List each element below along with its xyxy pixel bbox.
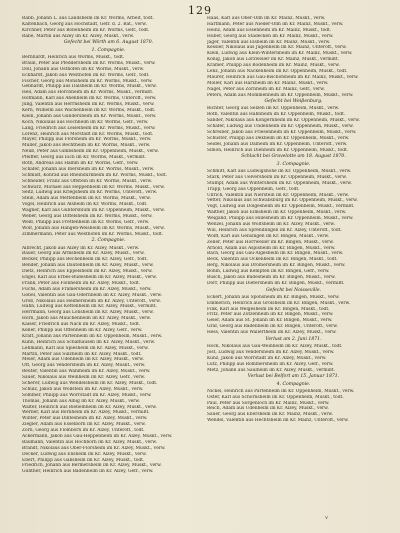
casualty-entry: Seitz, Ludwig aus Kriegsheim im Kr. Worms, Unteroff., verw. xyxy=(22,190,158,196)
casualty-entry: Kessler, Nikolaus aus Jugenheim im Kr. Mainz, Unteroff., verw. xyxy=(207,45,347,51)
casualty-entry: Ott, Georg aus Vendersheim im Kr. Alzey, Muskt., verw. xyxy=(22,363,146,369)
casualty-entry: Kaiser, Friedrich aus Nack im Kr. Alzey, Muskt., todt. xyxy=(22,322,141,328)
casualty-entry: Schuster, Philipp aus Dexheim im Kr. Oppenheim, Muskt., verw. xyxy=(207,135,350,141)
casualty-entry: Möller, Karl aus Harxheim im Kr. Mainz, Muskt., verw. xyxy=(207,80,329,86)
casualty-entry: Zorn, Georg aus Flomborn im Kr. Alzey, Unteroff., todt. xyxy=(22,428,145,434)
casualty-entry: Lang, Friedrich aus Leiselheim im Kr. Worms, Muskt., verw. xyxy=(22,125,156,131)
casualty-entry: Maurer, Heinrich aus Gau-Bischofsheim im Kr. Mainz, Muskt., verw. xyxy=(207,74,359,80)
casualty-entry: Ebert, Philipp aus Gabsheim im Kr. Alzey, Muskt., todt. xyxy=(22,457,145,463)
section-heading: Gefecht bei Noisseville. xyxy=(265,287,322,293)
casualty-entry: Wolff, Karl aus Gensingen im Kr. Bingen, Muskt., verw. xyxy=(207,233,330,239)
casualty-entry: Kern, Wilhelm aus Wachenheim im Kr. Worms, Muskt., todt. xyxy=(22,107,156,113)
casualty-entry: Stumpf, Adam aus Wintersheim im Kr. Oppenheim, Muskt., verw. xyxy=(207,180,352,186)
section-heading: 1. Compagnie. xyxy=(91,47,126,53)
casualty-entry: Kraft, Johann aus Partenheim im Kr. Oppenheim, Muskt., verw. xyxy=(22,333,163,339)
casualty-entry: Heinz, Adam aus Essenheim im Kr. Mainz, Muskt., todt. xyxy=(207,27,332,33)
casualty-entry: Will, Heinrich aus Sprendlingen im Kr. Alzey, Unteroff., todt. xyxy=(207,227,342,233)
section-heading: 3. Compagnie. xyxy=(276,161,311,167)
casualty-entry: Nickel, Heinrich aus Partenheim im Kr. Oppenheim, Muskt., verw. xyxy=(207,388,355,394)
casualty-entry: Koch, Nikolaus aus Hochheim im Kr. Worms, Gefr., verw. xyxy=(22,119,149,125)
casualty-entry: Lehmann, Karl aus Spiesheim im Kr. Alzey, Muskt., verw. xyxy=(22,345,149,351)
casualty-entry: Thomas, Johann aus Albig im Kr. Alzey, Muskt., verw. xyxy=(22,398,141,404)
casualty-entry: Kühn, Heinrich aus Schafhausen im Kr. Alzey, Muskt., verw. xyxy=(22,339,156,345)
casualty-entry: Schneider, Franz aus Offstein im Kr. Worms, Muskt., verw. xyxy=(22,178,153,184)
casualty-entry: Roth, Andreas aus Hamm im Kr. Worms, Gefr., verw. xyxy=(22,160,139,166)
text-columns xyxy=(22,16,380,523)
casualty-entry: Schäfer, Johann aus Ibersheim im Kr. Worms, Muskt., verw. xyxy=(22,166,155,172)
casualty-entry: Reuter, Valentin aus Wahlheim im Kr. Alzey, Muskt., verw. xyxy=(22,369,151,375)
casualty-entry: Sommer, Philipp aus Wörrstadt im Kr. Alzey, Muskt., verw. xyxy=(22,392,152,398)
casualty-entry: Gebhardt, Philipp aus Dalsheim im Kr. Worms, Muskt., verw. xyxy=(22,84,157,90)
section-heading: Schlacht bei Gravelotte am 18. August 1870. xyxy=(241,154,346,160)
casualty-entry: Müller, Jakob aus Bechtheim im Kr. Worms, Muskt., verw. xyxy=(22,143,151,149)
casualty-entry: Huber, Georg aus Stadecken im Kr. Mainz, Muskt., verw. xyxy=(207,33,334,39)
casualty-entry: Fink, Karl aus Welgesheim im Kr. Bingen, Muskt., todt. xyxy=(207,306,330,312)
casualty-entry: Becker, Philipp aus Bechenheim im Kr. Alzey, Gefr., todt. xyxy=(22,257,148,263)
casualty-entry: Brandt, Nikolaus aus Ober-Flörsheim im Kr. Alzey, Muskt., verw. xyxy=(22,445,166,451)
casualty-entry: Schreiber, Jakob aus Friesenheim im Kr. Oppenheim, Muskt., verw. xyxy=(207,130,357,136)
casualty-entry: Kirchner, Peter aus Bobenheim im Kr. Worms, Gefr., todt. xyxy=(22,27,150,33)
section-heading: Gefecht bei Weißenburg. xyxy=(264,99,323,105)
casualty-entry: Reich, Adam aus Udenheim im Kr. Alzey, Muskt., verw. xyxy=(207,406,329,412)
casualty-entry: Martin, Peter aus Sulzheim im Kr. Alzey, Muskt., todt. xyxy=(22,351,142,357)
casualty-entry: Rabe, Martin aus Alzey im Kr. Alzey, Muskt., verw. xyxy=(22,33,135,39)
casualty-entry: Schäfer, Ludwig aus Undenheim im Kr. Oppenheim, Muskt., verw. xyxy=(207,124,354,130)
casualty-entry: Richter, Georg aus Selzen im Kr. Oppenheim, Muskt., verw. xyxy=(207,106,340,112)
casualty-entry: Sauer, Georg aus Ebersheim im Kr. Mainz, Muskt., verw. xyxy=(207,412,334,418)
casualty-entry: Keller, Philipp aus Offenheim im Kr. Alzey, Gefr., verw. xyxy=(22,328,143,333)
casualty-entry: Walther, Jakob aus Eimsheim im Kr. Oppenheim, Muskt., verw. xyxy=(207,210,347,216)
casualty-entry: Stein, Adam aus Mettenheim im Kr. Worms, Muskt., verw. xyxy=(22,196,151,202)
left-column xyxy=(22,16,195,523)
casualty-entry: Lorenz, Heinrich aus Mörstadt im Kr. Worms, Muskt., todt. xyxy=(22,131,154,137)
casualty-entry: Hartmann, Peter aus Nieder-Olm im Kr. Mainz, Muskt., verw. xyxy=(207,21,344,27)
casualty-entry: Fritz, Peter aus Zotzenheim im Kr. Bingen, Muskt., verw. xyxy=(207,312,334,318)
casualty-entry: Jost, Ludwig aus Vendersheim im Kr. Alzey, Muskt., verw. xyxy=(207,349,335,355)
casualty-entry: Peters, Adam aus Mommenheim im Kr. Oppenheim, Muskt., verw. xyxy=(207,92,354,98)
casualty-entry: Metz, Johann aus Saulheim im Kr. Alzey, Muskt., vermißt. xyxy=(207,367,336,373)
casualty-entry: Eckert, Johann aus Sponsheim im Kr. Bingen, Muskt., verw. xyxy=(207,294,340,300)
casualty-entry: Eckhardt, Jakob aus Westhofen im Kr. Worms, Gefr., todt. xyxy=(22,72,150,78)
casualty-entry: Engel, Karl aus Erbes-Büdesheim im Kr. Alzey, Muskt., verw. xyxy=(22,274,157,280)
section-heading: Gefecht bei Wörth am 6. August 1870. xyxy=(63,40,154,46)
casualty-entry: Wenzel, Johann aus Wolfsheim im Kr. Alzey, Muskt., verw. xyxy=(207,221,336,227)
casualty-entry: Krämer, Philipp aus Bodenheim im Kr. Mainz, Muskt., verw. xyxy=(207,63,340,69)
casualty-entry: Doll, Johann aus Osthofen im Kr. Worms, Muskt., verw. xyxy=(22,66,145,72)
casualty-entry: Braun, Peter aus Pfeddersheim im Kr. Worms, Muskt., verw. xyxy=(22,60,156,66)
casualty-entry: Jung, Valentin aus Herrnsheim im Kr. Worms, Muskt., verw. xyxy=(22,102,155,108)
casualty-entry: Haas, Karl aus Ober-Olm im Kr. Mainz, Muskt., verw. xyxy=(207,16,326,21)
casualty-entry: Sauer, Nikolaus aus Weinheim im Kr. Alzey, Gefr., verw. xyxy=(22,375,146,381)
casualty-entry: Paul, Peter aus Sörgenloch im Kr. Mainz, Muskt., verw. xyxy=(207,400,330,406)
casualty-entry: Decker, Ludwig aus Ensheim im Kr. Alzey, Muskt., verw. xyxy=(22,451,147,457)
casualty-entry: Emmerich, Heinrich aus Grolsheim im Kr. Bingen, Muskt., verw. xyxy=(207,300,351,306)
casualty-entry: Hofmann, Karl aus Abenheim im Kr. Worms, Unteroff., verw. xyxy=(22,96,157,102)
casualty-entry: Friedrich, Johann aus Bermersheim im Kr. Alzey, Muskt., verw. xyxy=(22,463,162,469)
casualty-entry: Lutz, Philipp aus Rommersheim im Kr. Alzey, Gefr., verw. xyxy=(207,361,334,367)
casualty-entry: Werner, Karl aus Bornheim im Kr. Alzey, Muskt., vermißt. xyxy=(22,410,150,416)
casualty-entry: Bernhardt, Heinrich aus Worms, Muskt., todt. xyxy=(22,54,125,60)
casualty-entry: Vetter, Nikolaus aus Schwabsburg im Kr. Oppenheim, Muskt., verw. xyxy=(207,198,358,204)
casualty-entry: Schmitt, Karl aus Ludwigshöhe im Kr. Oppenheim, Muskt., verw. xyxy=(207,168,352,174)
casualty-entry: Groß, Nikolaus aus Heimersheim im Kr. Alzey, Unteroff., verw. xyxy=(22,298,161,304)
casualty-entry: Dietz, Heinrich aus Eppelsheim im Kr. Alzey, Muskt., verw. xyxy=(22,269,153,275)
casualty-entry: Schulz, Jakob aus Wöllstein im Kr. Alzey, Muskt., verw. xyxy=(22,386,144,392)
casualty-entry: Schwarz, Michael aus Heppenheim im Kr. Worms, Muskt., verw. xyxy=(22,184,165,190)
casualty-entry: Böhm, Ludwig aus Kempten im Kr. Bingen, Gefr., verw. xyxy=(207,269,330,275)
casualty-entry: Neuß, Peter aus Gimbsheim im Kr. Oppenheim, Muskt., verw. xyxy=(22,149,159,155)
casualty-entry: Weigand, Philipp aus Hillesheim im Kr. Oppenheim, Muskt., verw. xyxy=(207,216,354,222)
casualty-entry: Bender, Johann aus Dautenheim im Kr. Alzey, Muskt., verw. xyxy=(22,263,154,269)
casualty-entry: Herrmann, Georg aus Lonsheim im Kr. Alzey, Muskt., verw. xyxy=(22,310,154,316)
casualty-entry: Meier, Adam aus Udenheim im Kr. Alzey, Muskt., verw. xyxy=(22,357,144,363)
casualty-entry: König, Jakob aus Lörzweiler im Kr. Mainz, Muskt., vermißt. xyxy=(207,57,339,63)
casualty-entry: Wolf, Johann aus Hangen-Weisheim im Kr. Worms, Muskt., verw. xyxy=(22,225,165,231)
casualty-entry: Roth, Valentin aus Hahnheim im Kr. Oppenheim, Muskt., todt. xyxy=(207,112,346,118)
casualty-entry: Seidel, Johann aus Dalheim im Kr. Oppenheim, Unteroff., verw. xyxy=(207,141,348,147)
casualty-entry: Dörr, Philipp aus Dietersheim im Kr. Bingen, Muskt., vermißt. xyxy=(207,280,345,286)
casualty-entry: Baumann, Valentin aus Hochborn im Kr. Alzey, Muskt., verw. xyxy=(22,439,157,445)
casualty-entry: Walter, Heinrich aus Biebelnheim im Kr. Alzey, Muskt., verw. xyxy=(22,404,157,410)
casualty-entry: Graf, Georg aus Badenheim im Kr. Bingen, Unteroff., verw. xyxy=(207,324,338,330)
casualty-entry: Lenz, Johann aus Nackenheim im Kr. Oppenheim, Muskt., todt. xyxy=(207,69,348,75)
casualty-entry: Rabb, Johann L. aus Landsheim im Kr. Worms, Arbeit, todt. xyxy=(22,16,154,21)
casualty-entry: Horn, Jakob aus Mauchenheim im Kr. Alzey, Muskt., verw. xyxy=(22,316,152,322)
section-heading: 2. Compagnie. xyxy=(91,238,126,244)
casualty-entry: Wendel, Valentin aus Hechtsheim im Kr. Mainz, Unteroff., verw. xyxy=(207,418,349,424)
casualty-entry: Klein, Ludwig aus Klein-Winternheim im Kr. Mainz, Muskt., verw. xyxy=(207,51,353,57)
casualty-entry: Vogt, Ludwig aus Dolgesheim im Kr. Oppenheim, Muskt., vermißt. xyxy=(207,204,355,210)
casualty-entry: Scherer, Ludwig aus Wendelsheim im Kr. Alzey, Muskt., todt. xyxy=(22,381,158,387)
casualty-entry: Kaltenbach, Georg aus Höchstädt, Gefr. d. 2. Bat., verw. xyxy=(22,21,147,27)
casualty-entry: Hess, Valentin aus Wallertheim im Kr. Alzey, Muskt., verw. xyxy=(207,330,337,336)
casualty-entry: Berg, Nikolaus aus Dromersheim im Kr. Bingen, Muskt., verw. xyxy=(207,263,346,269)
casualty-entry: Simon, Heinrich aus Dienheim im Kr. Oppenheim, Muskt., todt. xyxy=(207,147,349,153)
casualty-entry: Klein, Johann aus Gundersheim im Kr. Worms, Muskt., verw. xyxy=(22,113,157,119)
casualty-entry: Nagel, Peter aus Zornheim im Kr. Mainz, Gefr., verw. xyxy=(207,86,325,92)
casualty-entry: Ullrich, Valentin aus Nierstein im Kr. Oppenheim, Muskt., verw. xyxy=(207,192,350,198)
casualty-entry: Busch, Jakob aus Büdesheim im Kr. Bingen, Muskt., verw. xyxy=(207,274,336,280)
casualty-entry: Winter, Peter aus Dintesheim im Kr. Alzey, Muskt., verw. xyxy=(22,416,148,422)
right-column xyxy=(207,16,380,523)
casualty-entry: Kunz, Jakob aus Wörrstadt im Kr. Alzey, Muskt., verw. xyxy=(207,355,327,361)
casualty-entry: Fischer, Georg aus Monsheim im Kr. Worms, Muskt., verw. xyxy=(22,78,153,84)
casualty-entry: Göbel, Valentin aus Gau-Odernheim im Kr. Alzey, Muskt., verw. xyxy=(22,292,163,298)
casualty-entry: Bauer, Georg aus Armsheim im Kr. Alzey, Muskt., verw. xyxy=(22,251,145,257)
signature-mark: v xyxy=(325,515,328,521)
casualty-entry: Weiß, Philipp aus Frettenheim im Kr. Worms, Gefr., verw. xyxy=(22,219,150,225)
casualty-entry: Günther, Heinrich aus Badenheim im Kr. Alzey, Gefr., verw. xyxy=(22,469,154,475)
casualty-entry: Jäger, Valentin aus Elsheim im Kr. Mainz, Muskt., verw. xyxy=(207,39,331,45)
casualty-entry: Schmidt, Konrad aus Rheindürkheim im Kr. Worms, Muskt., todt. xyxy=(22,172,168,178)
casualty-entry: Stark, Peter aus Uelversheim im Kr. Oppenheim, Muskt., verw. xyxy=(207,174,347,180)
casualty-entry: Frank, Peter aus Flonheim im Kr. Alzey, Muskt., todt. xyxy=(22,280,141,286)
casualty-entry: Heil, Adam aus Horchheim im Kr. Worms, Muskt., vermißt. xyxy=(22,90,154,96)
section-heading: Verlust am 2. Juni 1871. xyxy=(265,336,322,342)
casualty-entry: Ziegler, Adam aus Esselborn im Kr. Alzey, Muskt., verw. xyxy=(22,422,146,428)
casualty-entry: Vogel, Heinrich aus Alsheim im Kr. Worms, Muskt., todt. xyxy=(22,202,148,208)
casualty-entry: Ackermann, Jakob aus Gau-Heppenheim im Kr. Alzey, Muskt., verw. xyxy=(22,434,173,440)
casualty-entry: Albrecht, Jakob aus Alzey im Kr. Alzey, Muskt., verw. xyxy=(22,245,140,251)
section-heading: Verlust bei Belfort am 15. Januar 1871. xyxy=(247,374,340,380)
casualty-entry: Wagner, Karl aus Guntersblum im Kr. Oppenheim, Muskt., verw. xyxy=(22,208,165,214)
casualty-entry: Hahn, Ludwig aus Kettenheim im Kr. Alzey, Muskt., vermißt. xyxy=(22,304,157,310)
casualty-entry: Sander, Nikolaus aus Köngernheim im Kr. Oppenheim, Muskt., verw. xyxy=(207,118,360,124)
page-number: 129 xyxy=(188,4,212,17)
casualty-entry: Pfeiffer, Georg aus Eich im Kr. Worms, Muskt., vermißt. xyxy=(22,155,146,161)
casualty-entry: Trapp, Georg aus Oppenheim, Gefr., todt. xyxy=(207,186,300,192)
section-heading: 4. Compagnie. xyxy=(276,381,311,387)
casualty-entry: Arnold, Adam aus Aspisheim im Kr. Bingen, Muskt., verw. xyxy=(207,245,336,251)
casualty-entry: Zeller, Peter aus Horrweiler im Kr. Bingen, Muskt., verw. xyxy=(207,239,334,245)
casualty-entry: Weber, Georg aus Dittelsheim im Kr. Worms, Muskt., verw. xyxy=(22,213,153,219)
casualty-entry: Oster, Karl aus Schornsheim im Kr. Oppenheim, Muskt., todt. xyxy=(207,394,344,400)
casualty-entry: Hock, Nikolaus aus Gau-Weinheim im Kr. Alzey, Muskt., todt. xyxy=(207,343,343,349)
casualty-entry: Beck, Valentin aus Ockenheim im Kr. Bingen, Muskt., todt. xyxy=(207,257,338,263)
casualty-entry: Geier, Adam aus St. Johann im Kr. Bingen, Muskt., verw. xyxy=(207,318,333,324)
casualty-entry: Fuchs, Adam aus Framersheim im Kr. Alzey, Muskt., verw. xyxy=(22,286,152,292)
casualty-entry: Mayer, Philipp aus Flörsheim im Kr. Worms, Muskt., verw. xyxy=(22,137,152,143)
casualty-entry: Bach, Georg aus Gau-Algesheim im Kr. Bingen, Muskt., verw. xyxy=(207,251,344,257)
casualty-entry: Zimmermann, Peter aus Westhofen im Kr. Worms, Muskt., todt. xyxy=(22,231,164,237)
